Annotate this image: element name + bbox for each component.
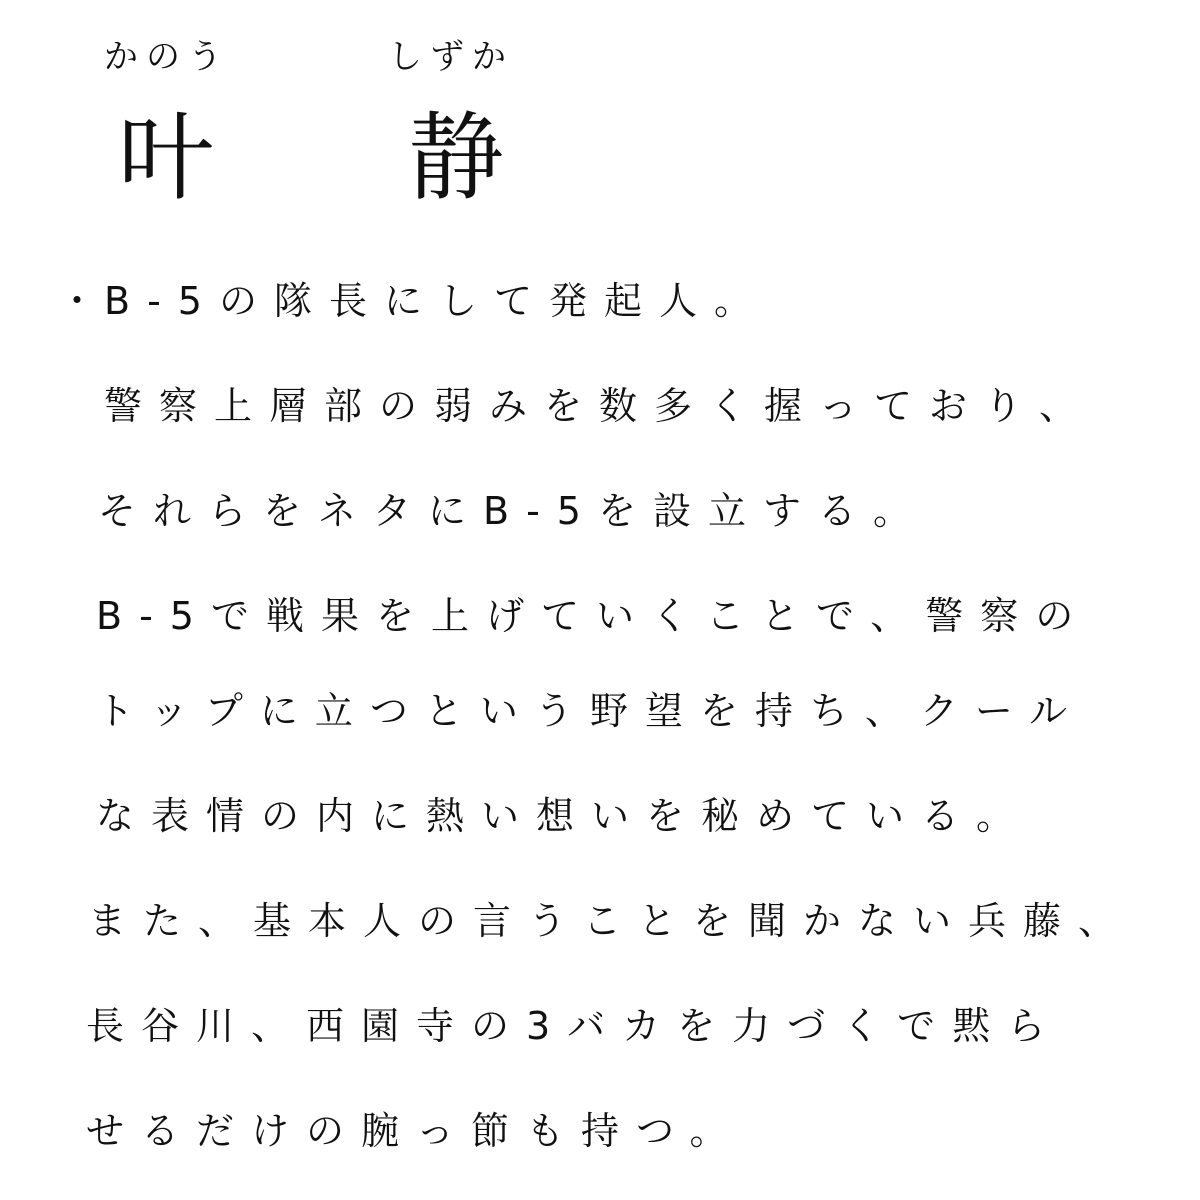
description-line-9: せるだけの腕っ節も持つ。 (86, 1109, 745, 1153)
description-line-8: 長谷川、西園寺の3バカを力づくで黙ら (86, 1004, 1063, 1048)
description-line-7: また、基本人の言うことを聞かない兵藤、 (88, 899, 1134, 943)
given-name: 静 (408, 102, 504, 214)
description-line-6: な表情の内に熱い想いを秘めている。 (96, 794, 1032, 838)
description-line-2: 警察上層部の弱みを数多く握っており、 (104, 384, 1095, 428)
family-name-furigana: かのう (104, 37, 230, 77)
description-line-4: B-5で戦果を上げていくことで、警察の (96, 594, 1091, 638)
description-line-5: トップに立つという野望を持ち、クール (96, 689, 1085, 733)
description-line-3: それらをネタにB-5を設立する。 (98, 489, 928, 533)
given-name-furigana: しずか (388, 37, 514, 77)
description-line-1: B-5の隊長にして発起人。 (104, 279, 769, 323)
bullet-marker: ・ (58, 279, 97, 323)
family-name: 叶 (118, 102, 214, 214)
